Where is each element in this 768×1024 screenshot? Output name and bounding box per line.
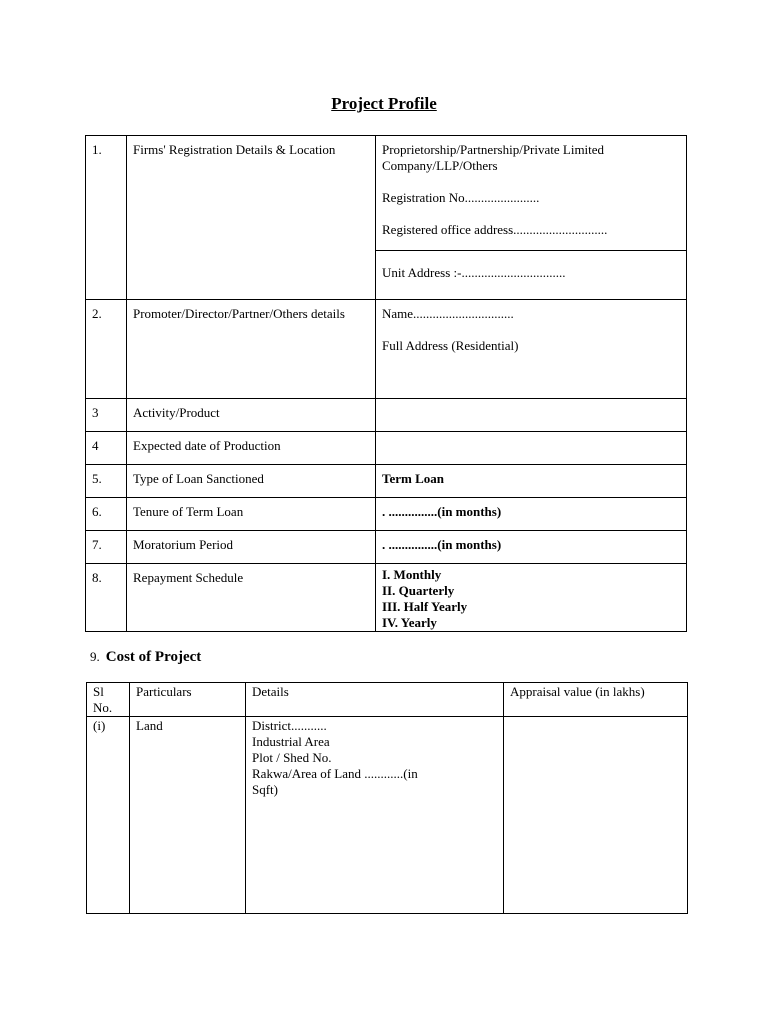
promoter-cell: [376, 300, 687, 399]
detail-line: Plot / Shed No.: [252, 750, 332, 765]
registered-office-text: Registered office address.............................: [382, 222, 608, 237]
row-label: Repayment Schedule: [127, 564, 376, 632]
cost-of-project-table: [86, 682, 688, 914]
production-date-value[interactable]: [376, 432, 687, 465]
activity-value[interactable]: [376, 399, 687, 432]
row-label: Tenure of Term Loan: [127, 498, 376, 531]
row-label: Promoter/Director/Partner/Others details: [127, 300, 376, 399]
particulars-cell: Land: [130, 717, 246, 914]
column-header: Sl No.: [87, 683, 130, 717]
project-profile-table: [85, 135, 687, 632]
table-row: [87, 717, 688, 914]
registration-number-text: Registration No.......................: [382, 190, 540, 205]
table-header-row: [87, 683, 688, 717]
loan-type-value: Term Loan: [376, 465, 687, 498]
table-row: [86, 136, 687, 251]
repayment-option: IV. Yearly: [382, 615, 437, 630]
row-number: 1.: [86, 136, 127, 300]
row-label: Firms' Registration Details & Location: [127, 136, 376, 300]
row-number: 8.: [86, 564, 127, 632]
repayment-option: I. Monthly: [382, 567, 442, 582]
repayment-option: III. Half Yearly: [382, 599, 468, 614]
appraisal-value-cell[interactable]: [504, 717, 688, 914]
section-number: 9.: [90, 649, 100, 664]
column-header: Appraisal value (in lakhs): [504, 683, 688, 717]
sl-cell: (i): [87, 717, 130, 914]
promoter-address-text: Full Address (Residential): [382, 338, 519, 353]
promoter-name-text: Name...............................: [382, 306, 514, 321]
row-label: Type of Loan Sanctioned: [127, 465, 376, 498]
table-row: [86, 498, 687, 531]
detail-line: Industrial Area: [252, 734, 330, 749]
section-heading: [90, 648, 201, 666]
row-number: 6.: [86, 498, 127, 531]
moratorium-value: . ...............(in months): [376, 531, 687, 564]
details-cell: [246, 717, 504, 914]
section-title: Cost of Project: [105, 649, 202, 665]
repayment-option: II. Quarterly: [382, 583, 455, 598]
row-number: 5.: [86, 465, 127, 498]
table-row: [86, 564, 687, 632]
detail-line: District...........: [252, 718, 327, 733]
unit-address-text: Unit Address :-................................: [376, 251, 687, 300]
row-label: Moratorium Period: [127, 531, 376, 564]
page-title: Project Profile: [331, 94, 437, 113]
constitution-text: Proprietorship/Partnership/Private Limited Company/LLP/Others: [382, 142, 605, 173]
row-number: 2.: [86, 300, 127, 399]
registration-cell: [376, 136, 687, 251]
column-header: Details: [246, 683, 504, 717]
row-label: Expected date of Production: [127, 432, 376, 465]
table-row: [86, 399, 687, 432]
row-number: 7.: [86, 531, 127, 564]
tenure-value: . ...............(in months): [376, 498, 687, 531]
row-label: Activity/Product: [127, 399, 376, 432]
table-row: [86, 531, 687, 564]
table-row: [86, 465, 687, 498]
column-header: Particulars: [130, 683, 246, 717]
row-number: 3: [86, 399, 127, 432]
detail-line: Rakwa/Area of Land ............(in Sqft): [252, 766, 418, 797]
row-number: 4: [86, 432, 127, 465]
repayment-options: [376, 564, 687, 632]
table-row: [86, 300, 687, 399]
table-row: [86, 432, 687, 465]
